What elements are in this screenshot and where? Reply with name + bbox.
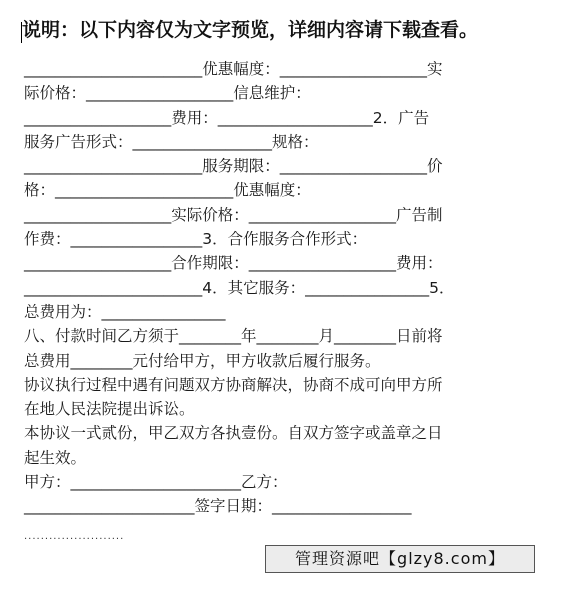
contract-line: 总费用为：________________	[24, 302, 226, 321]
contract-line: 在地人民法院提出诉讼。	[24, 400, 195, 419]
contract-line: _______________________4．其它服务：________________5．	[24, 278, 455, 297]
contract-line: 甲方：______________________乙方：	[24, 473, 288, 492]
contract-line: 协议执行过程中遇有问题双方协商解决，协商不成可向甲方所	[24, 375, 443, 394]
contract-body	[24, 57, 554, 519]
source-watermark-box: 管理资源吧【glzy8.com】	[265, 545, 535, 573]
contract-line: 作费：_________________3．合作服务合作形式：	[24, 230, 368, 249]
contract-line: _______________________优惠幅度：___________________实	[24, 60, 443, 78]
preview-notice: 说明：以下内容仅为文字预览，详细内容请下载查看。	[22, 19, 479, 41]
contract-line: _______________________服务期限：___________________价	[24, 157, 443, 176]
contract-line: 起生效。	[24, 448, 87, 467]
contract-line: ___________________实际价格：___________________广告制	[24, 205, 443, 224]
contract-line: 格：_______________________优惠幅度：	[24, 181, 311, 200]
contract-line: ___________________费用：____________________2．广告	[24, 108, 430, 127]
contract-line: ______________________签字日期：__________________	[24, 497, 412, 516]
contract-line: 本协议一式贰份，甲乙双方各执壹份。自双方签字或盖章之日	[24, 424, 443, 443]
contract-line: ___________________合作期限：___________________费用：	[24, 254, 443, 273]
contract-line: 服务广告形式：__________________规格：	[24, 132, 319, 151]
contract-line: 际价格：___________________信息维护：	[24, 84, 311, 103]
dotted-separator: ························	[24, 534, 125, 545]
contract-line: 总费用________元付给甲方，甲方收款后履行服务。	[24, 351, 381, 370]
contract-line: 八、付款时间乙方须于________年________月________日前将	[24, 327, 443, 346]
